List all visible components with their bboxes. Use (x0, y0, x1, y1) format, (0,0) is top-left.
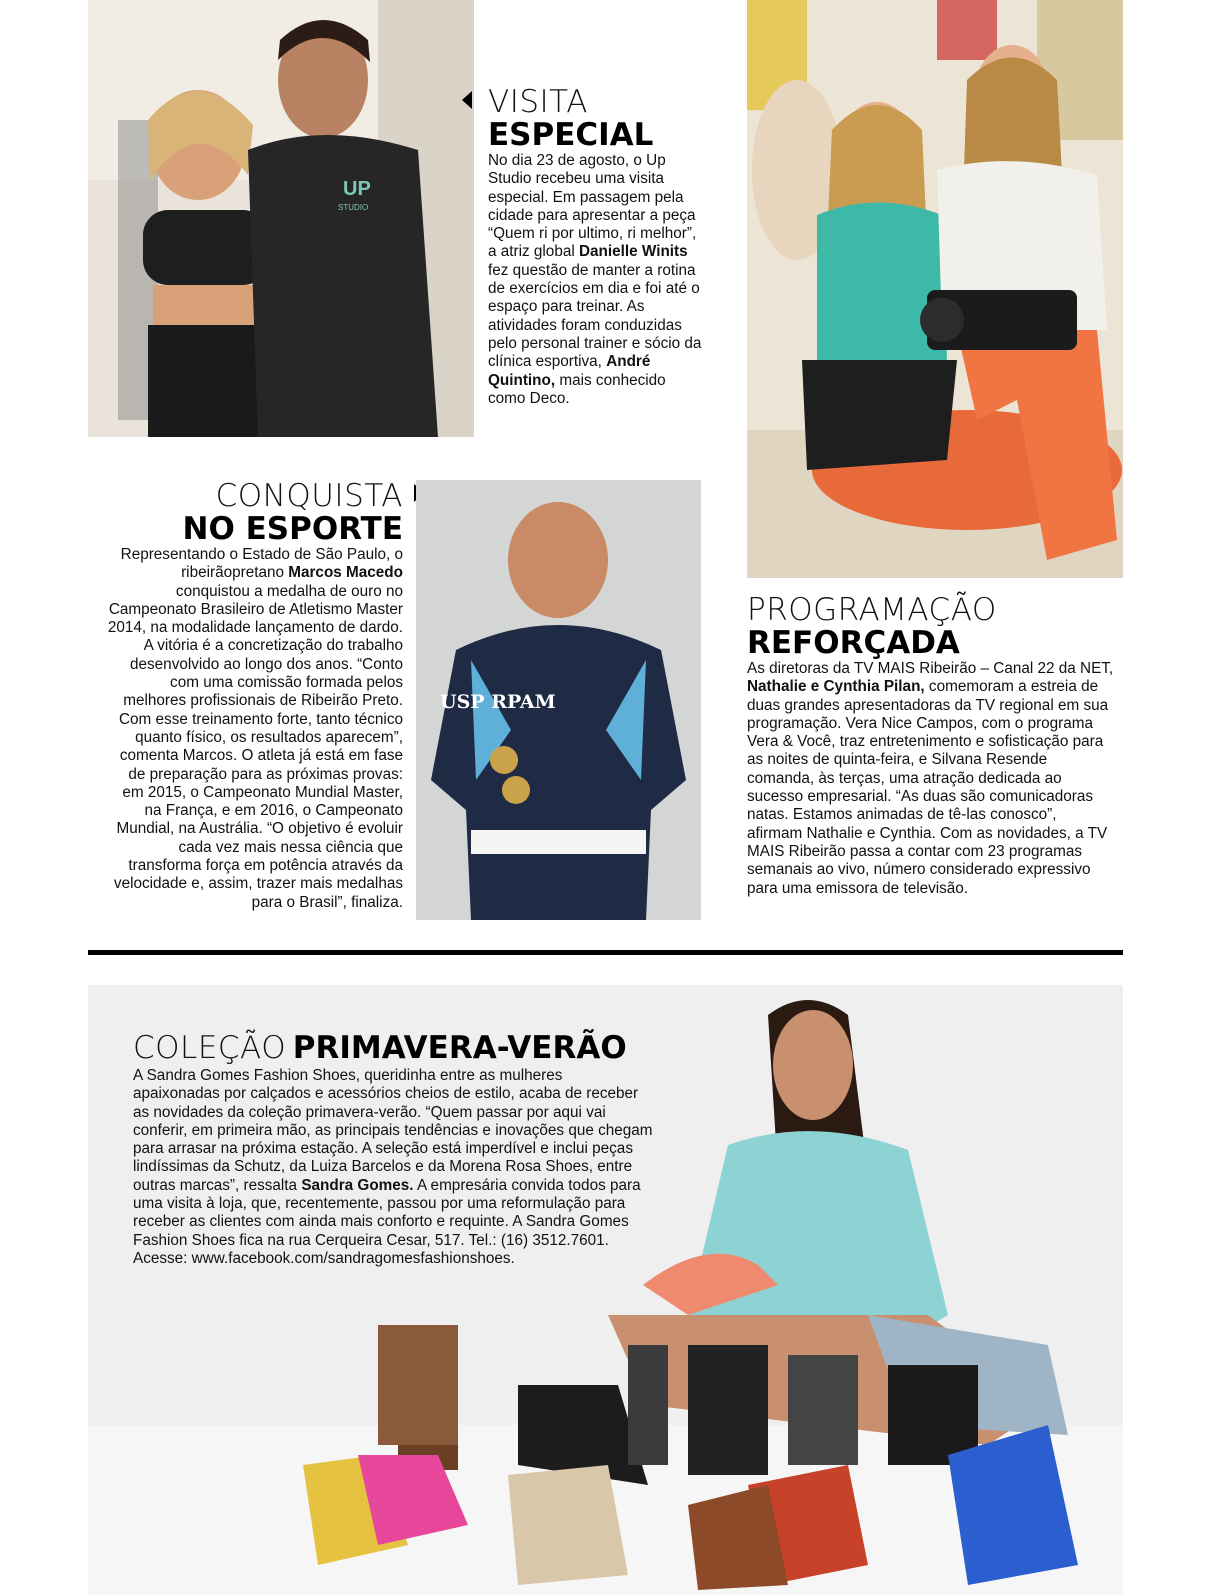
colecao-body: A Sandra Gomes Fashion Shoes, queridinha entre as mulheres apaixonadas por calçados e acessórios cheios de estilo, acaba de receber as novidades da coleção primavera-verão. “Quem passar por aqui vai conferir, em primeira mão, as principais tendências e inovações que chegam para arrasar na próxima estação. A seleção está imperdível e inclui peças lindíssimas da Schutz, da Luiza Barcelos e da Morena Rosa Shoes, entre outras marcas”, ressalta Sandra Gomes. A empresária convida todos para uma visita à loja, que, recentemente, passou por uma reformulação para receber as clientes com ainda mais conforto e requinte. A Sandra Gomes Fashion Shoes fica na rua Cerqueira Cesar, 517. Tel.: (16) 3512.7601. Acesse: www.facebook.com/sandragomesfashionshoes. (133, 1067, 653, 1267)
photo-marcos-macedo (416, 480, 701, 920)
colecao-title (133, 1032, 653, 1067)
conquista-title-bold: NO ESPORTE (182, 511, 403, 547)
section-divider (88, 950, 1123, 955)
programacao-title-light: PROGRAMAÇÃO (747, 592, 997, 628)
shirt-logo-subtext: STUDIO (338, 203, 369, 212)
conquista-body: Representando o Estado de São Paulo, o ribeirãopretano Marcos Macedo conquistou a medalha de ouro no Campeonato Brasileiro de Atletismo Master 2014, na modalidade lançamento de dardo. A vitória é a concretização do trabalho desenvolvido ao longo dos anos. “Conto com uma comissão formada pelos melhores profissionais de Ribeirão Preto. Com esse treinamento forte, tanto técnico quanto físico, os resultados aparecem”, comenta Marcos. O atleta já está em fase de preparação para as próximas provas: em 2015, o Campeonato Mundial Master, na França, e em 2016, o Campeonato Mundial, na Austrália. “O objetivo é evoluir cada vez mais nessa ciência que transforma força em potência através da velocidade e, assim, trazer mais medalhas para o Brasil”, finaliza. (107, 546, 403, 911)
shirt-logo-text: UP (343, 178, 371, 200)
section-colecao (133, 1032, 653, 1268)
visita-title-bold: ESPECIAL (488, 117, 654, 153)
programacao-name-nathalie-cynthia: Nathalie e Cynthia Pilan, (747, 678, 925, 696)
photo-danielle-andre (88, 0, 474, 437)
section-visita-especial (488, 86, 703, 408)
section-programacao (747, 594, 1115, 898)
section-conquista (103, 480, 403, 912)
arrow-left-icon (462, 91, 472, 109)
colecao-title-light: COLEÇÃO (133, 1030, 287, 1066)
conquista-name-marcos: Marcos Macedo (288, 564, 403, 582)
conquista-title-light: CONQUISTA (215, 478, 403, 514)
programacao-body: As diretoras da TV MAIS Ribeirão – Canal 22 da NET, Nathalie e Cynthia Pilan, comemoram a estreia de duas grandes apresentadoras da TV regional em sua programação. Vera Nice Campos, com o programa Vera & Você, traz entretenimento e sofisticação para as noites de quinta-feira, e Silvana Resende comanda, às terças, uma atração dedicada ao sucesso empresarial. “As duas são comunicadoras natas. Estamos animadas de tê-las conosco”, afirmam Nathalie e Cynthia. Com as novidades, a TV MAIS Ribeirão passa a contar com 23 programas semanais ao vivo, número considerado expressivo para uma emissora de televisão. (747, 660, 1114, 897)
colecao-title-bold: PRIMAVERA-VERÃO (292, 1030, 627, 1066)
visita-body: No dia 23 de agosto, o Up Studio recebeu uma visita especial. Em passagem pela cidade para apresentar a peça “Quem ri por ultimo, ri melhor”, a atriz global Danielle Winits fez questão de manter a rotina de exercícios em dia e foi até o espaço para treinar. As atividades foram conduzidas pelo personal trainer e sócio da clínica esportiva, André Quintino, mais conhecido como Deco. (488, 152, 702, 407)
visita-name-andre: André Quintino, (488, 353, 651, 389)
visita-name-danielle: Danielle Winits (578, 243, 688, 261)
visita-title-light: VISITA (488, 84, 588, 120)
programacao-title-bold: REFORÇADA (747, 625, 960, 661)
colecao-name-sandra: Sandra Gomes. (301, 1176, 414, 1194)
shirt-text: USP RPAM (440, 691, 556, 713)
photo-nathalie-cynthia (747, 0, 1123, 578)
